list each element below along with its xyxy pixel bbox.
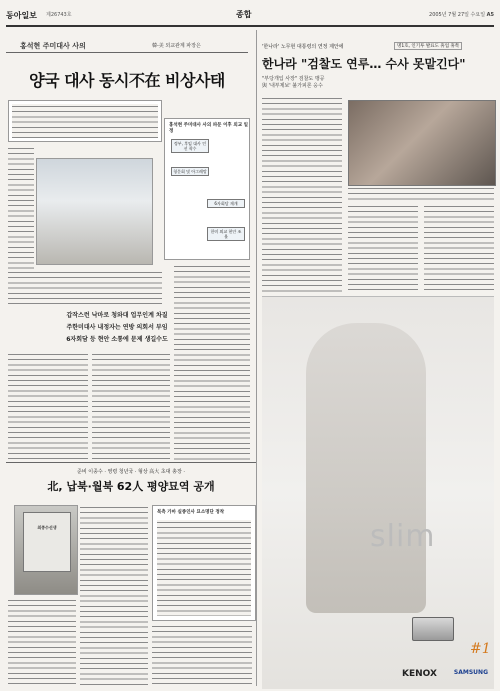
story2-column-2 bbox=[348, 204, 418, 292]
subhead-line: 與 '내부제보' 불가피론 응수 bbox=[262, 83, 323, 89]
body-text bbox=[8, 352, 88, 462]
camera-advertisement bbox=[262, 296, 494, 689]
ad-mark: #1 bbox=[470, 641, 491, 657]
list-title: 북측 가마 실종인사 묘소명단 정착 bbox=[157, 510, 225, 515]
tombstone bbox=[23, 512, 71, 572]
body-text bbox=[8, 598, 76, 685]
subhead-line: 6자회담 등 현안 소통에 문제 생길수도 bbox=[66, 336, 168, 343]
body-text bbox=[92, 352, 170, 462]
photo-caption bbox=[348, 186, 494, 200]
story3-column-2 bbox=[8, 598, 76, 685]
story2-badge: 명1호, 인기투 발표도 휴업 휴쪽 bbox=[394, 42, 462, 50]
ad-maker: SAMSUNG bbox=[453, 669, 488, 676]
diagram-box: 청문회 및 아그레망 bbox=[171, 167, 209, 176]
masthead-rule bbox=[6, 25, 494, 27]
ad-brand: KENOX bbox=[402, 669, 437, 679]
kicker-rule bbox=[6, 52, 248, 53]
body-text bbox=[262, 96, 342, 292]
diagram-box: 정부, 후임 대사 인선 착수 bbox=[171, 139, 209, 153]
story3-column-3 bbox=[152, 624, 252, 685]
story1-headline: 양국 대사 동시不在 비상사태 bbox=[29, 71, 225, 90]
building-photo bbox=[36, 158, 153, 265]
model-figure bbox=[306, 323, 426, 613]
subhead-line: 주한미대사 내정자는 연방 의회서 부임 bbox=[66, 324, 168, 331]
story2-column-3 bbox=[424, 204, 494, 292]
ad-slogan: slim bbox=[370, 519, 436, 554]
lead-text bbox=[12, 104, 158, 138]
schedule-diagram bbox=[164, 118, 250, 260]
tombstone-inscription: 최종수선생 bbox=[37, 525, 57, 530]
story2-column-1 bbox=[262, 96, 342, 292]
subhead-line: 갑작스런 낙마로 청와대 업무인계 차질 bbox=[66, 312, 168, 319]
story3-column-1 bbox=[80, 505, 148, 685]
tomb-list-box bbox=[152, 505, 256, 621]
press-conference-photo bbox=[348, 100, 496, 186]
story2-kicker: '한나라' 노무현 대통령의 연정 제안에 bbox=[262, 44, 344, 50]
diagram-box: 한미 외교 현안 조율 bbox=[207, 227, 245, 241]
story1-lead-box bbox=[8, 100, 162, 142]
diagram-box: 6자회담 재개 bbox=[207, 199, 245, 208]
story1-column-4 bbox=[92, 352, 170, 462]
story2-subhead bbox=[262, 76, 342, 90]
story1-column-2 bbox=[8, 270, 162, 306]
date-text: 2005년 7월 27일 수요일 bbox=[429, 12, 486, 18]
masthead bbox=[6, 8, 494, 22]
list-text bbox=[157, 520, 251, 616]
column-divider bbox=[256, 30, 257, 686]
story3-headline: 北, 납북·월북 62人 평양묘역 공개 bbox=[47, 480, 215, 493]
body-text bbox=[152, 624, 252, 685]
story3-kicker: 준비 이종수 · 영령 청년국 · 형상 高大 초대 총장 · bbox=[77, 469, 185, 475]
story2-headline: 한나라 "검찰도 연루… 수사 못맡긴다" bbox=[262, 57, 466, 71]
story1-kicker-right: 韓-美 외교관계 파장은 bbox=[152, 43, 201, 49]
camera-icon bbox=[412, 617, 454, 641]
tombstone-photo bbox=[14, 505, 78, 595]
body-text bbox=[8, 270, 162, 306]
body-text bbox=[348, 204, 418, 292]
caption-text bbox=[348, 186, 494, 200]
date-line bbox=[429, 11, 494, 18]
story1-kicker: 홍석현 주미대사 사의 bbox=[20, 42, 86, 50]
paper-logo: 동아일보 bbox=[6, 11, 37, 20]
body-text bbox=[80, 505, 148, 685]
diagram-title: 홍석현 주미대사 사의 파문 이후 외교 일정 bbox=[169, 123, 248, 134]
list-content bbox=[157, 520, 251, 616]
body-text bbox=[174, 264, 250, 462]
story1-column-5 bbox=[174, 264, 250, 462]
page-number: A5 bbox=[486, 12, 494, 18]
body-text bbox=[424, 204, 494, 292]
issue-number: 제26743호 bbox=[46, 12, 72, 18]
subhead-line: "부당개입 사장" 검찰도 맹공 bbox=[262, 76, 325, 82]
section-title: 종합 bbox=[236, 10, 252, 19]
story-divider bbox=[6, 462, 256, 463]
story1-subheads bbox=[64, 310, 170, 346]
story1-column-3 bbox=[8, 352, 88, 462]
